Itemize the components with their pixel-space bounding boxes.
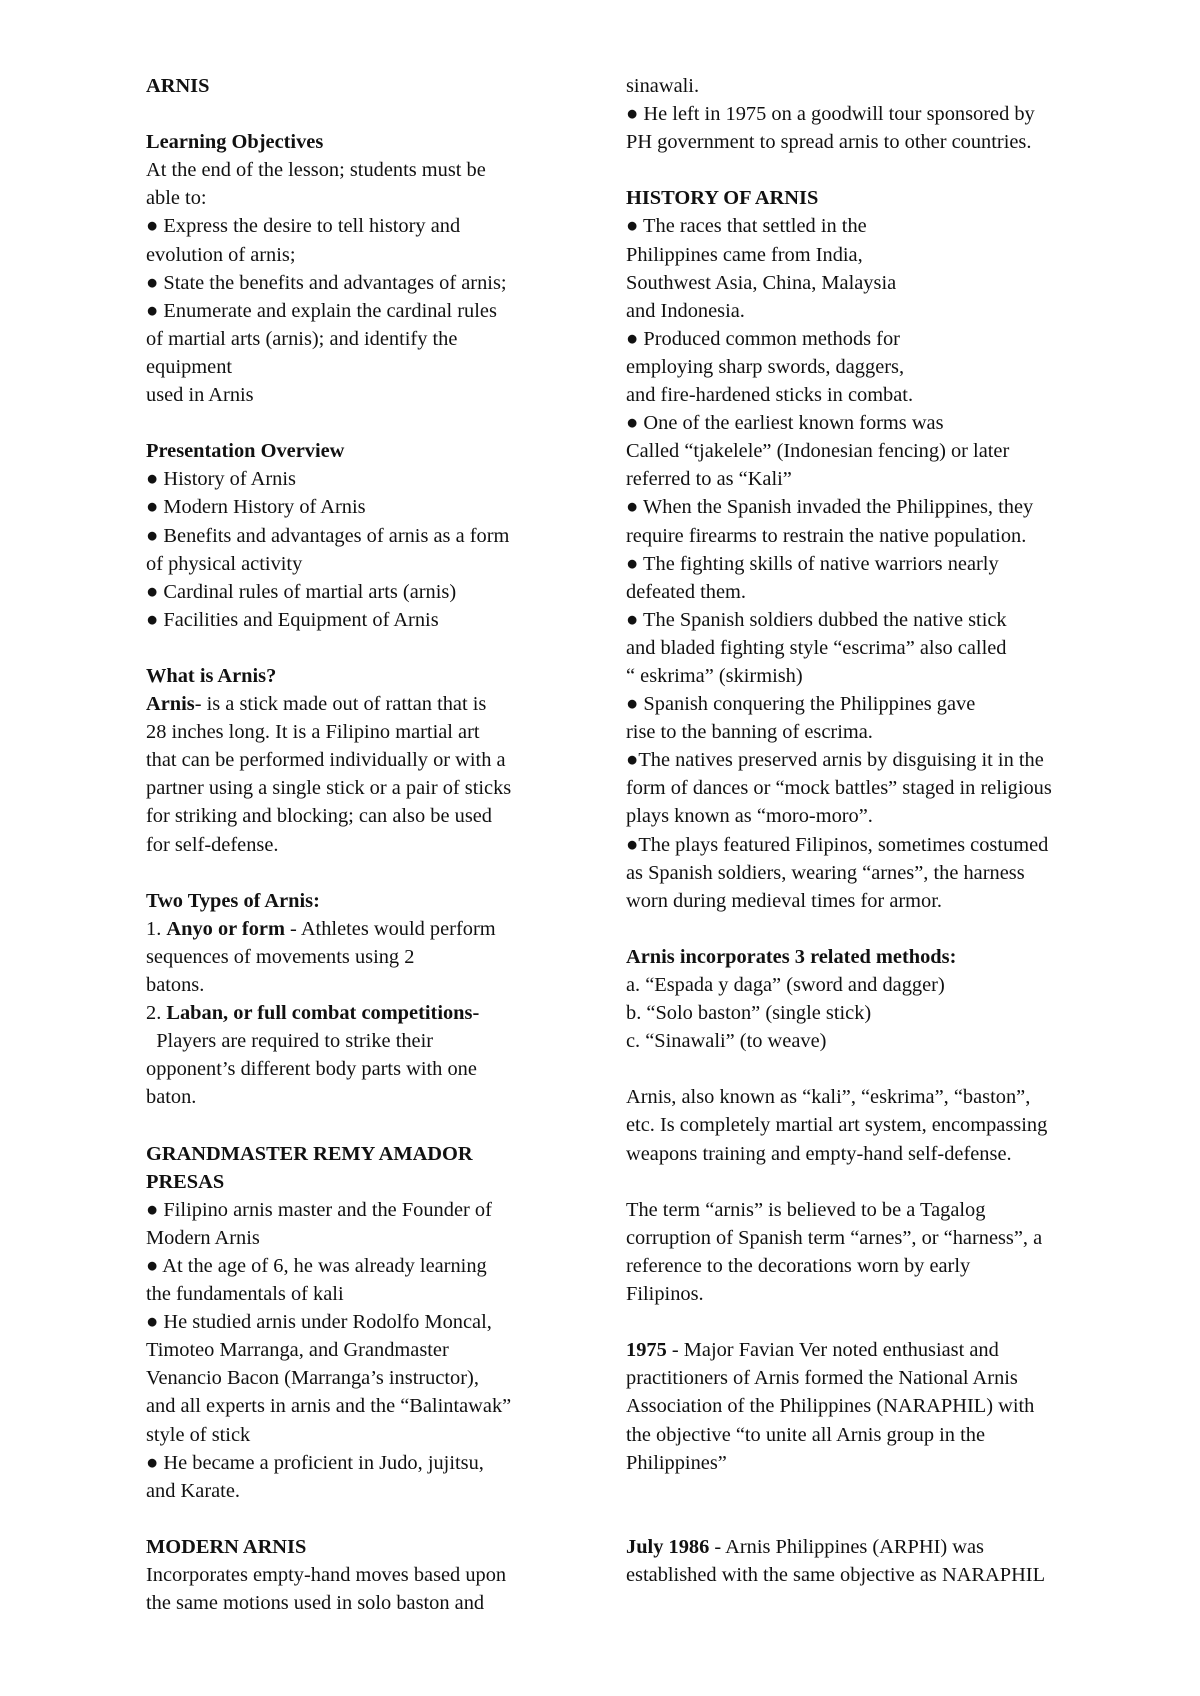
text-line: of martial arts (arnis); and identify the: [146, 327, 458, 350]
text-line: for striking and blocking; can also be used: [146, 805, 492, 828]
list-item: b. “Solo baston” (single stick): [626, 1002, 872, 1025]
bullet-line: ● He became a proficient in Judo, jujitsu,: [146, 1451, 484, 1474]
section-heading: MODERN ARNIS: [146, 1535, 307, 1558]
text-line: and fire-hardened sticks in combat.: [626, 384, 914, 407]
text-line: the fundamentals of kali: [146, 1283, 344, 1306]
bullet-line: ●The natives preserved arnis by disguising it in the: [626, 749, 1044, 772]
text-line: practitioners of Arnis formed the National Arnis: [626, 1367, 1018, 1390]
dated-text: - Arnis Philippines (ARPHI) was: [709, 1535, 984, 1558]
naraphil-paragraph: [626, 1336, 1156, 1476]
text-line: worn during medieval times for armor.: [626, 889, 942, 912]
term-paragraph: [626, 1196, 1156, 1308]
what-is-arnis-section: [146, 662, 596, 859]
grandmaster-section: [146, 1140, 596, 1505]
section-heading: GRANDMASTER REMY AMADOR: [146, 1142, 473, 1165]
right-column: [626, 72, 1156, 1589]
text-line: referred to as “Kali”: [626, 468, 792, 491]
text-line: corruption of Spanish term “arnes”, or “harness”, a: [626, 1226, 1043, 1249]
text-line: style of stick: [146, 1423, 251, 1446]
text-line: plays known as “moro-moro”.: [626, 805, 873, 828]
type-item: [146, 915, 596, 943]
text-line: Players are required to strike their: [146, 1030, 434, 1053]
section-heading: What is Arnis?: [146, 664, 277, 687]
bullet-line: ● At the age of 6, he was already learning: [146, 1254, 487, 1277]
bullet-line: ● Modern History of Arnis: [146, 496, 366, 519]
text-line: The term “arnis” is believed to be a Tagalog: [626, 1198, 986, 1221]
text-line: as Spanish soldiers, wearing “arnes”, the harness: [626, 861, 1025, 884]
section-heading: Presentation Overview: [146, 440, 345, 463]
text-line: Filipinos.: [626, 1283, 704, 1306]
text-line: evolution of arnis;: [146, 243, 296, 266]
modern-arnis-section: [146, 1533, 596, 1617]
text-line: form of dances or “mock battles” staged in religious: [626, 777, 1052, 800]
two-types-section: [146, 887, 596, 1112]
text-line: etc. Is completely martial art system, encompassing: [626, 1114, 1048, 1137]
bullet-line: ● Facilities and Equipment of Arnis: [146, 608, 439, 631]
bullet-line: ● He left in 1975 on a goodwill tour sponsored by: [626, 103, 1035, 126]
bullet-line: ● The Spanish soldiers dubbed the native stick: [626, 608, 1007, 631]
text-line: require firearms to restrain the native population.: [626, 524, 1027, 547]
text-line: Venancio Bacon (Marranga’s instructor),: [146, 1367, 479, 1390]
section-heading: Arnis incorporates 3 related methods:: [626, 945, 957, 968]
bullet-line: ● State the benefits and advantages of arnis;: [146, 271, 507, 294]
bullet-line: ● Benefits and advantages of arnis as a form: [146, 524, 510, 547]
text-line: Philippines”: [626, 1451, 727, 1474]
text-line: rise to the banning of escrima.: [626, 721, 873, 744]
text-line: that can be performed individually or with a: [146, 749, 506, 772]
bullet-line: ● History of Arnis: [146, 468, 296, 491]
definition-term: Arnis: [146, 693, 195, 716]
bullet-line: ● The races that settled in the: [626, 215, 867, 238]
section-heading: HISTORY OF ARNIS: [626, 187, 819, 210]
text-line: and Indonesia.: [626, 299, 745, 322]
text-line: PH government to spread arnis to other countries.: [626, 131, 1032, 154]
text-line: sequences of movements using 2: [146, 945, 415, 968]
dated-text: - Major Favian Ver noted enthusiast and: [666, 1339, 999, 1362]
learning-objectives-section: [146, 128, 596, 409]
text-line: 28 inches long. It is a Filipino martial art: [146, 721, 480, 744]
type-number: 1.: [146, 917, 167, 940]
bullet-line: ● Spanish conquering the Philippines gave: [626, 693, 976, 716]
list-item: a. “Espada y daga” (sword and dagger): [626, 974, 945, 996]
type-term: Anyo or form: [166, 917, 285, 940]
text-line: Southwest Asia, China, Malaysia: [626, 271, 897, 294]
text-line: Timoteo Marranga, and Grandmaster: [146, 1339, 449, 1362]
type-term: Laban, or full combat competitions-: [166, 1002, 480, 1025]
presentation-overview-section: [146, 437, 596, 634]
dated-line: [626, 1533, 1156, 1561]
text-line: defeated them.: [626, 580, 747, 603]
text-line: Philippines came from India,: [626, 243, 863, 266]
text-line: for self-defense.: [146, 833, 279, 856]
text-line: able to:: [146, 187, 207, 210]
text-line: opponent’s different body parts with one: [146, 1058, 477, 1081]
bullet-line: ● Cardinal rules of martial arts (arnis): [146, 580, 457, 603]
text-line: established with the same objective as NARAPHIL: [626, 1563, 1046, 1586]
arphi-paragraph: [626, 1533, 1156, 1589]
text-line: the objective “to unite all Arnis group in the: [626, 1423, 986, 1446]
bullet-line: ● One of the earliest known forms was: [626, 412, 944, 435]
list-item: c. “Sinawali” (to weave): [626, 1030, 827, 1053]
text-line: reference to the decorations worn by early: [626, 1254, 971, 1277]
bullet-line: ● Filipino arnis master and the Founder of: [146, 1198, 492, 1221]
also-known-paragraph: [626, 1083, 1156, 1167]
text-line: Modern Arnis: [146, 1226, 260, 1249]
bullet-line: ●The plays featured Filipinos, sometimes costumed: [626, 833, 1049, 856]
continuation-section: [626, 72, 1156, 156]
text-line: and Karate.: [146, 1479, 240, 1502]
section-heading: Two Types of Arnis:: [146, 889, 320, 912]
text-line: “ eskrima” (skirmish): [626, 664, 803, 687]
type-number: 2.: [146, 1002, 167, 1025]
text-line: Incorporates empty-hand moves based upon: [146, 1563, 507, 1586]
document-title: ARNIS: [146, 75, 210, 97]
text-line: sinawali.: [626, 75, 700, 97]
bullet-line: ● He studied arnis under Rodolfo Moncal,: [146, 1311, 492, 1334]
text-line: At the end of the lesson; students must be: [146, 159, 486, 182]
text-line: batons.: [146, 974, 205, 996]
text-line: employing sharp swords, daggers,: [626, 355, 905, 378]
text-line: partner using a single stick or a pair of sticks: [146, 777, 512, 800]
text-line: and all experts in arnis and the “Balintawak”: [146, 1395, 512, 1418]
bullet-line: ● Enumerate and explain the cardinal rules: [146, 299, 497, 322]
text-line: equipment: [146, 355, 233, 378]
bullet-line: ● Express the desire to tell history and: [146, 215, 461, 238]
dated-line: [626, 1336, 1156, 1364]
definition-text: - is a stick made out of rattan that is: [194, 693, 487, 716]
section-heading: PRESAS: [146, 1170, 225, 1193]
text-line: used in Arnis: [146, 384, 254, 407]
text-line: baton.: [146, 1086, 197, 1109]
bullet-line: ● When the Spanish invaded the Philippines, they: [626, 496, 1034, 519]
date-label: July 1986: [626, 1535, 710, 1558]
section-heading: Learning Objectives: [146, 131, 324, 154]
text-line: Arnis, also known as “kali”, “eskrima”, “baston”,: [626, 1086, 1031, 1109]
type-text: - Athletes would perform: [284, 917, 496, 940]
year-label: 1975: [626, 1339, 667, 1362]
text-line: of physical activity: [146, 552, 303, 575]
definition-line: [146, 690, 596, 718]
bullet-line: ● The fighting skills of native warriors nearly: [626, 552, 999, 575]
text-line: Called “tjakelele” (Indonesian fencing) or later: [626, 440, 1010, 463]
history-section: [626, 184, 1156, 914]
type-item: [146, 999, 596, 1027]
methods-section: [626, 943, 1156, 1055]
bullet-line: ● Produced common methods for: [626, 327, 900, 350]
text-line: Association of the Philippines (NARAPHIL) with: [626, 1395, 1035, 1418]
text-line: and bladed fighting style “escrima” also called: [626, 636, 1007, 659]
left-column: [146, 72, 596, 1617]
text-line: weapons training and empty-hand self-defense.: [626, 1142, 1012, 1165]
text-line: the same motions used in solo baston and: [146, 1592, 485, 1615]
